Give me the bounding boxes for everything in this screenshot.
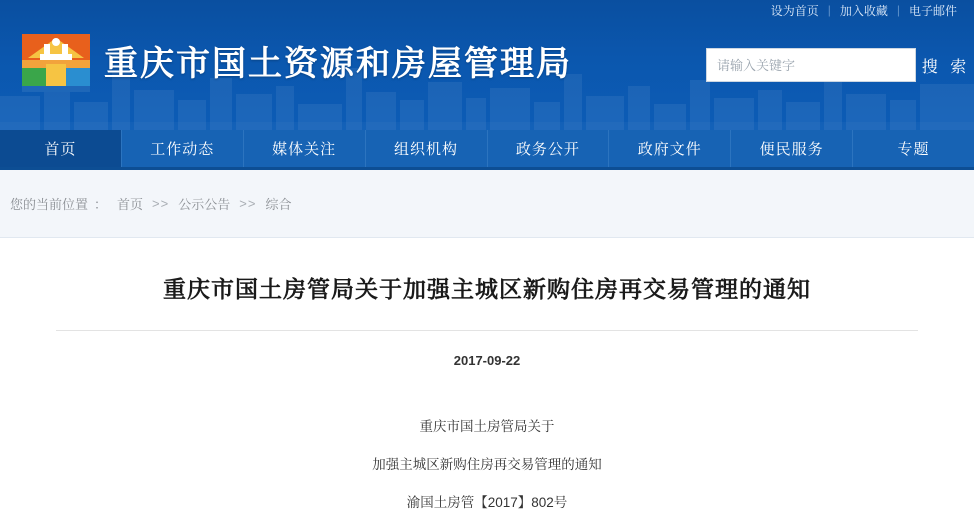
breadcrumb-label: 您的当前位置 — [10, 197, 89, 212]
search-input[interactable] — [707, 49, 915, 81]
article-body — [56, 408, 918, 522]
nav-item-government-documents[interactable]: 政府文件 — [609, 130, 731, 167]
nav-item-public-service[interactable]: 便民服务 — [731, 130, 853, 167]
nav-item-organization[interactable]: 组织机构 — [366, 130, 488, 167]
article-paragraph-3: 渝国土房管【2017】802号 — [406, 495, 568, 510]
nav-item-government-disclosure[interactable]: 政务公开 — [488, 130, 610, 167]
breadcrumb — [0, 194, 297, 213]
add-favorite-link[interactable]: 加入收藏 — [839, 3, 888, 18]
chongqing-land-housing-bureau-logo[interactable] — [20, 24, 92, 98]
search-box[interactable] — [706, 48, 916, 82]
breadcrumb-item-announcements[interactable]: 公示公告 — [178, 197, 231, 212]
article-container — [0, 238, 974, 522]
search-button[interactable]: 搜 索 — [921, 58, 971, 76]
link-separator-1: | — [827, 3, 831, 17]
page-title: 重庆市国土资源和房屋管理局 — [104, 45, 572, 83]
breadcrumb-separator-2: >> — [239, 196, 257, 211]
email-link[interactable]: 电子邮件 — [908, 3, 957, 18]
article-divider — [56, 330, 918, 331]
main-navigation — [0, 130, 974, 170]
nav-item-topics[interactable]: 专题 — [897, 141, 930, 158]
article-paragraph-1: 重庆市国土房管局关于 — [419, 419, 555, 434]
breadcrumb-bar — [0, 170, 974, 238]
breadcrumb-item-home[interactable]: 首页 — [117, 197, 144, 212]
nav-item-work-news[interactable]: 工作动态 — [122, 130, 244, 167]
article-title: 重庆市国土房管局关于加强主城区新购住房再交易管理的通知 — [163, 276, 811, 302]
breadcrumb-item-general[interactable]: 综合 — [265, 197, 292, 212]
utility-links — [762, 0, 966, 20]
breadcrumb-colon: ： — [94, 197, 108, 212]
nav-item-media[interactable]: 媒体关注 — [244, 130, 366, 167]
set-homepage-link[interactable]: 设为首页 — [770, 3, 819, 18]
nav-item-home[interactable]: 首页 — [0, 130, 122, 167]
article-paragraph-2: 加强主城区新购住房再交易管理的通知 — [372, 457, 602, 472]
link-separator-2: | — [896, 3, 900, 17]
site-header — [0, 0, 974, 130]
article-date: 2017-09-22 — [453, 353, 521, 368]
breadcrumb-separator-1: >> — [152, 196, 170, 211]
